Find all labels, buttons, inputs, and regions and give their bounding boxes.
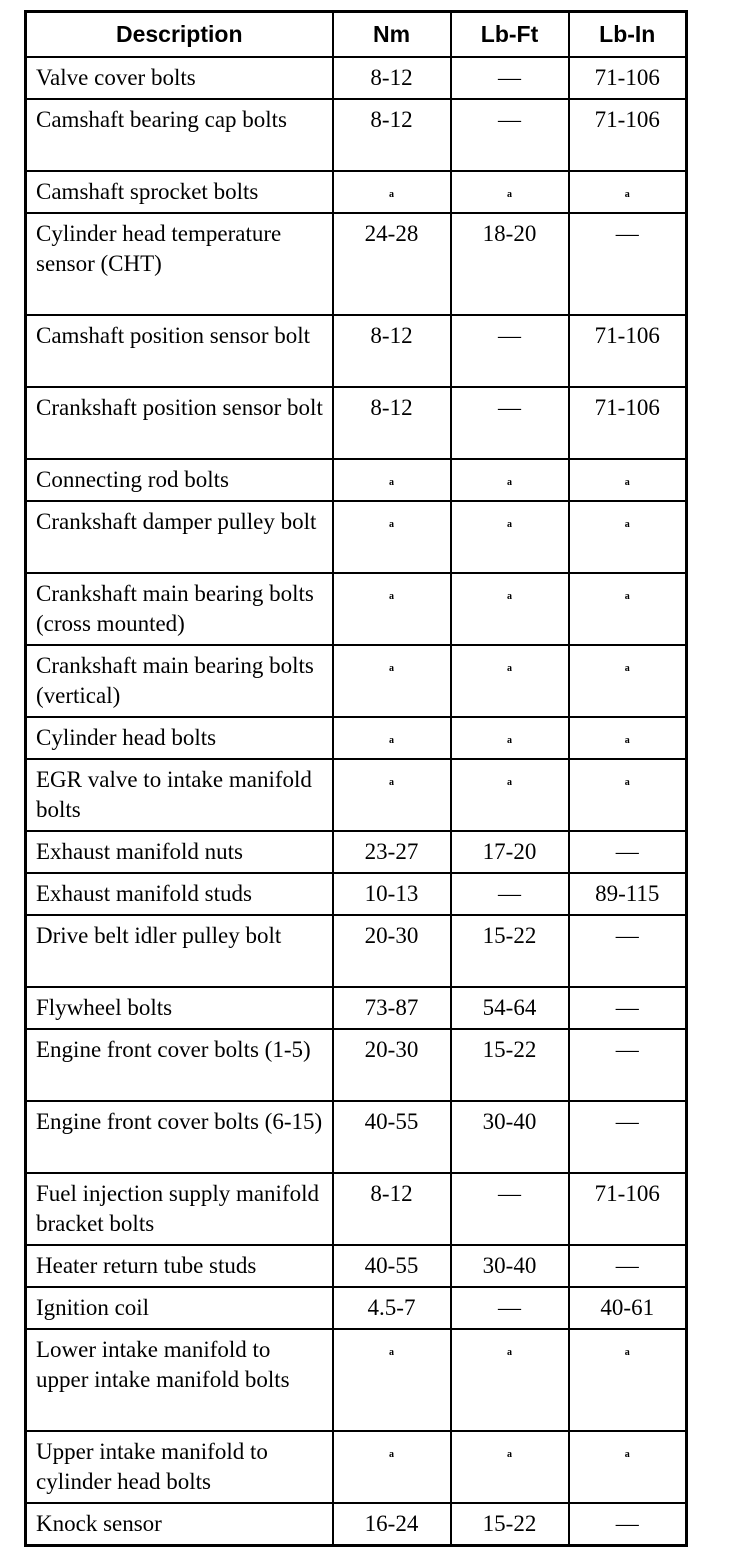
header-lb-ft: Lb-Ft [451, 12, 569, 58]
cell-lb-ft [451, 459, 569, 501]
cell-description: Cylinder head bolts [26, 717, 333, 759]
footnote-marker: a [389, 1347, 394, 1358]
table-row [26, 1029, 687, 1101]
cell-lb-in: 71-106 [569, 315, 687, 387]
footnote-marker: a [389, 519, 394, 530]
cell-lb-in [569, 1431, 687, 1503]
header-lb-in: Lb-In [569, 12, 687, 58]
cell-lb-ft: — [451, 387, 569, 459]
footnote-marker: a [507, 663, 512, 674]
cell-lb-in: — [569, 915, 687, 987]
cell-description: Flywheel bolts [26, 987, 333, 1029]
cell-nm [333, 573, 451, 645]
cell-lb-in: — [569, 1245, 687, 1287]
cell-nm: 73-87 [333, 987, 451, 1029]
cell-lb-ft: 15-22 [451, 1503, 569, 1546]
table-row [26, 717, 687, 759]
cell-lb-in [569, 501, 687, 573]
footnote-marker: a [389, 1449, 394, 1460]
table-row [26, 1287, 687, 1329]
footnote-marker: a [624, 735, 630, 746]
torque-spec-sheet [24, 10, 688, 1547]
cell-lb-in: — [569, 1101, 687, 1173]
cell-description: Crankshaft damper pulley bolt [26, 501, 333, 573]
cell-description: Exhaust manifold studs [26, 873, 333, 915]
cell-nm: 40-55 [333, 1245, 451, 1287]
cell-lb-ft: 54-64 [451, 987, 569, 1029]
cell-lb-ft [451, 759, 569, 831]
cell-lb-in: 89-115 [569, 873, 687, 915]
footnote-marker: a [507, 591, 512, 602]
table-row [26, 873, 687, 915]
cell-lb-ft: 15-22 [451, 915, 569, 987]
cell-description: Lower intake manifold to upper intake manifold bolts [26, 1329, 333, 1431]
cell-lb-ft [451, 1431, 569, 1503]
table-row [26, 645, 687, 717]
footnote-marker: a [389, 591, 394, 602]
footnote-marker: a [389, 663, 394, 674]
cell-nm: 16-24 [333, 1503, 451, 1546]
cell-nm: 8-12 [333, 57, 451, 99]
cell-nm: 20-30 [333, 915, 451, 987]
cell-lb-ft: — [451, 1287, 569, 1329]
cell-nm [333, 171, 451, 213]
table-row [26, 1329, 687, 1431]
cell-lb-ft: — [451, 57, 569, 99]
cell-lb-ft: 15-22 [451, 1029, 569, 1101]
cell-description: Cylinder head temperature sensor (CHT) [26, 213, 333, 315]
footnote-marker: a [507, 189, 512, 200]
table-row [26, 987, 687, 1029]
cell-description: Heater return tube studs [26, 1245, 333, 1287]
footnote-marker: a [507, 519, 512, 530]
table-row [26, 1173, 687, 1245]
cell-lb-ft [451, 501, 569, 573]
cell-nm [333, 459, 451, 501]
footnote-marker: a [624, 189, 630, 200]
footnote-marker: a [507, 1347, 512, 1358]
table-row [26, 501, 687, 573]
cell-nm: 24-28 [333, 213, 451, 315]
footnote-marker: a [624, 663, 630, 674]
cell-description: Engine front cover bolts (1-5) [26, 1029, 333, 1101]
cell-lb-in [569, 459, 687, 501]
cell-nm: 20-30 [333, 1029, 451, 1101]
cell-nm [333, 717, 451, 759]
cell-description: Exhaust manifold nuts [26, 831, 333, 873]
header-description: Description [26, 12, 333, 58]
cell-nm: 8-12 [333, 1173, 451, 1245]
cell-nm [333, 645, 451, 717]
cell-lb-in [569, 573, 687, 645]
cell-lb-ft: 17-20 [451, 831, 569, 873]
footnote-marker: a [507, 1449, 512, 1460]
table-row [26, 57, 687, 99]
footnote-marker: a [389, 477, 394, 488]
table-row [26, 171, 687, 213]
table-row [26, 1503, 687, 1546]
cell-lb-ft: 18-20 [451, 213, 569, 315]
cell-lb-in [569, 1329, 687, 1431]
cell-lb-ft: — [451, 99, 569, 171]
cell-lb-ft [451, 171, 569, 213]
cell-lb-ft: — [451, 315, 569, 387]
cell-nm [333, 501, 451, 573]
table-row [26, 1431, 687, 1503]
cell-description: Crankshaft main bearing bolts (cross mounted) [26, 573, 333, 645]
cell-lb-in: 71-106 [569, 57, 687, 99]
cell-nm [333, 1329, 451, 1431]
cell-description: Camshaft sprocket bolts [26, 171, 333, 213]
cell-lb-in [569, 759, 687, 831]
cell-nm: 8-12 [333, 315, 451, 387]
footnote-marker: a [624, 1347, 630, 1358]
cell-description: Knock sensor [26, 1503, 333, 1546]
footnote-marker: a [624, 519, 630, 530]
table-row [26, 99, 687, 171]
cell-description: Valve cover bolts [26, 57, 333, 99]
footnote-marker: a [624, 591, 630, 602]
table-row [26, 1245, 687, 1287]
cell-nm [333, 1431, 451, 1503]
table-row [26, 573, 687, 645]
cell-lb-ft [451, 717, 569, 759]
cell-nm: 10-13 [333, 873, 451, 915]
torque-spec-table [24, 10, 688, 1547]
cell-description: Fuel injection supply manifold bracket bolts [26, 1173, 333, 1245]
cell-lb-in: — [569, 1503, 687, 1546]
cell-lb-ft [451, 1329, 569, 1431]
cell-description: Camshaft position sensor bolt [26, 315, 333, 387]
cell-lb-in: 40-61 [569, 1287, 687, 1329]
cell-lb-ft [451, 645, 569, 717]
footnote-marker: a [624, 477, 630, 488]
table-row [26, 1101, 687, 1173]
cell-lb-in: — [569, 213, 687, 315]
table-row [26, 387, 687, 459]
cell-lb-ft: — [451, 873, 569, 915]
footnote-marker: a [389, 777, 394, 788]
cell-description: Crankshaft position sensor bolt [26, 387, 333, 459]
cell-lb-in: — [569, 1029, 687, 1101]
table-row [26, 459, 687, 501]
footnote-marker: a [389, 735, 394, 746]
cell-lb-in: 71-106 [569, 1173, 687, 1245]
cell-description: EGR valve to intake manifold bolts [26, 759, 333, 831]
footnote-marker: a [389, 189, 394, 200]
cell-description: Camshaft bearing cap bolts [26, 99, 333, 171]
cell-lb-ft: — [451, 1173, 569, 1245]
footnote-marker: a [507, 735, 512, 746]
cell-description: Connecting rod bolts [26, 459, 333, 501]
table-row [26, 315, 687, 387]
cell-description: Crankshaft main bearing bolts (vertical) [26, 645, 333, 717]
table-row [26, 915, 687, 987]
cell-description: Engine front cover bolts (6-15) [26, 1101, 333, 1173]
header-nm: Nm [333, 12, 451, 58]
table-row [26, 759, 687, 831]
cell-lb-in: — [569, 831, 687, 873]
cell-description: Ignition coil [26, 1287, 333, 1329]
cell-lb-in [569, 171, 687, 213]
cell-lb-in: 71-106 [569, 387, 687, 459]
cell-lb-in [569, 645, 687, 717]
cell-nm: 4.5-7 [333, 1287, 451, 1329]
cell-lb-in [569, 717, 687, 759]
cell-description: Upper intake manifold to cylinder head bolts [26, 1431, 333, 1503]
table-row [26, 831, 687, 873]
cell-lb-ft: 30-40 [451, 1245, 569, 1287]
cell-description: Drive belt idler pulley bolt [26, 915, 333, 987]
footnote-marker: a [624, 777, 630, 788]
cell-lb-in: — [569, 987, 687, 1029]
cell-lb-in: 71-106 [569, 99, 687, 171]
cell-nm: 23-27 [333, 831, 451, 873]
cell-lb-ft [451, 573, 569, 645]
cell-nm: 8-12 [333, 387, 451, 459]
cell-lb-ft: 30-40 [451, 1101, 569, 1173]
footnote-marker: a [507, 477, 512, 488]
footnote-marker: a [507, 777, 512, 788]
cell-nm: 8-12 [333, 99, 451, 171]
table-row [26, 213, 687, 315]
cell-nm [333, 759, 451, 831]
table-header-row [26, 12, 687, 58]
cell-nm: 40-55 [333, 1101, 451, 1173]
footnote-marker: a [624, 1449, 630, 1460]
